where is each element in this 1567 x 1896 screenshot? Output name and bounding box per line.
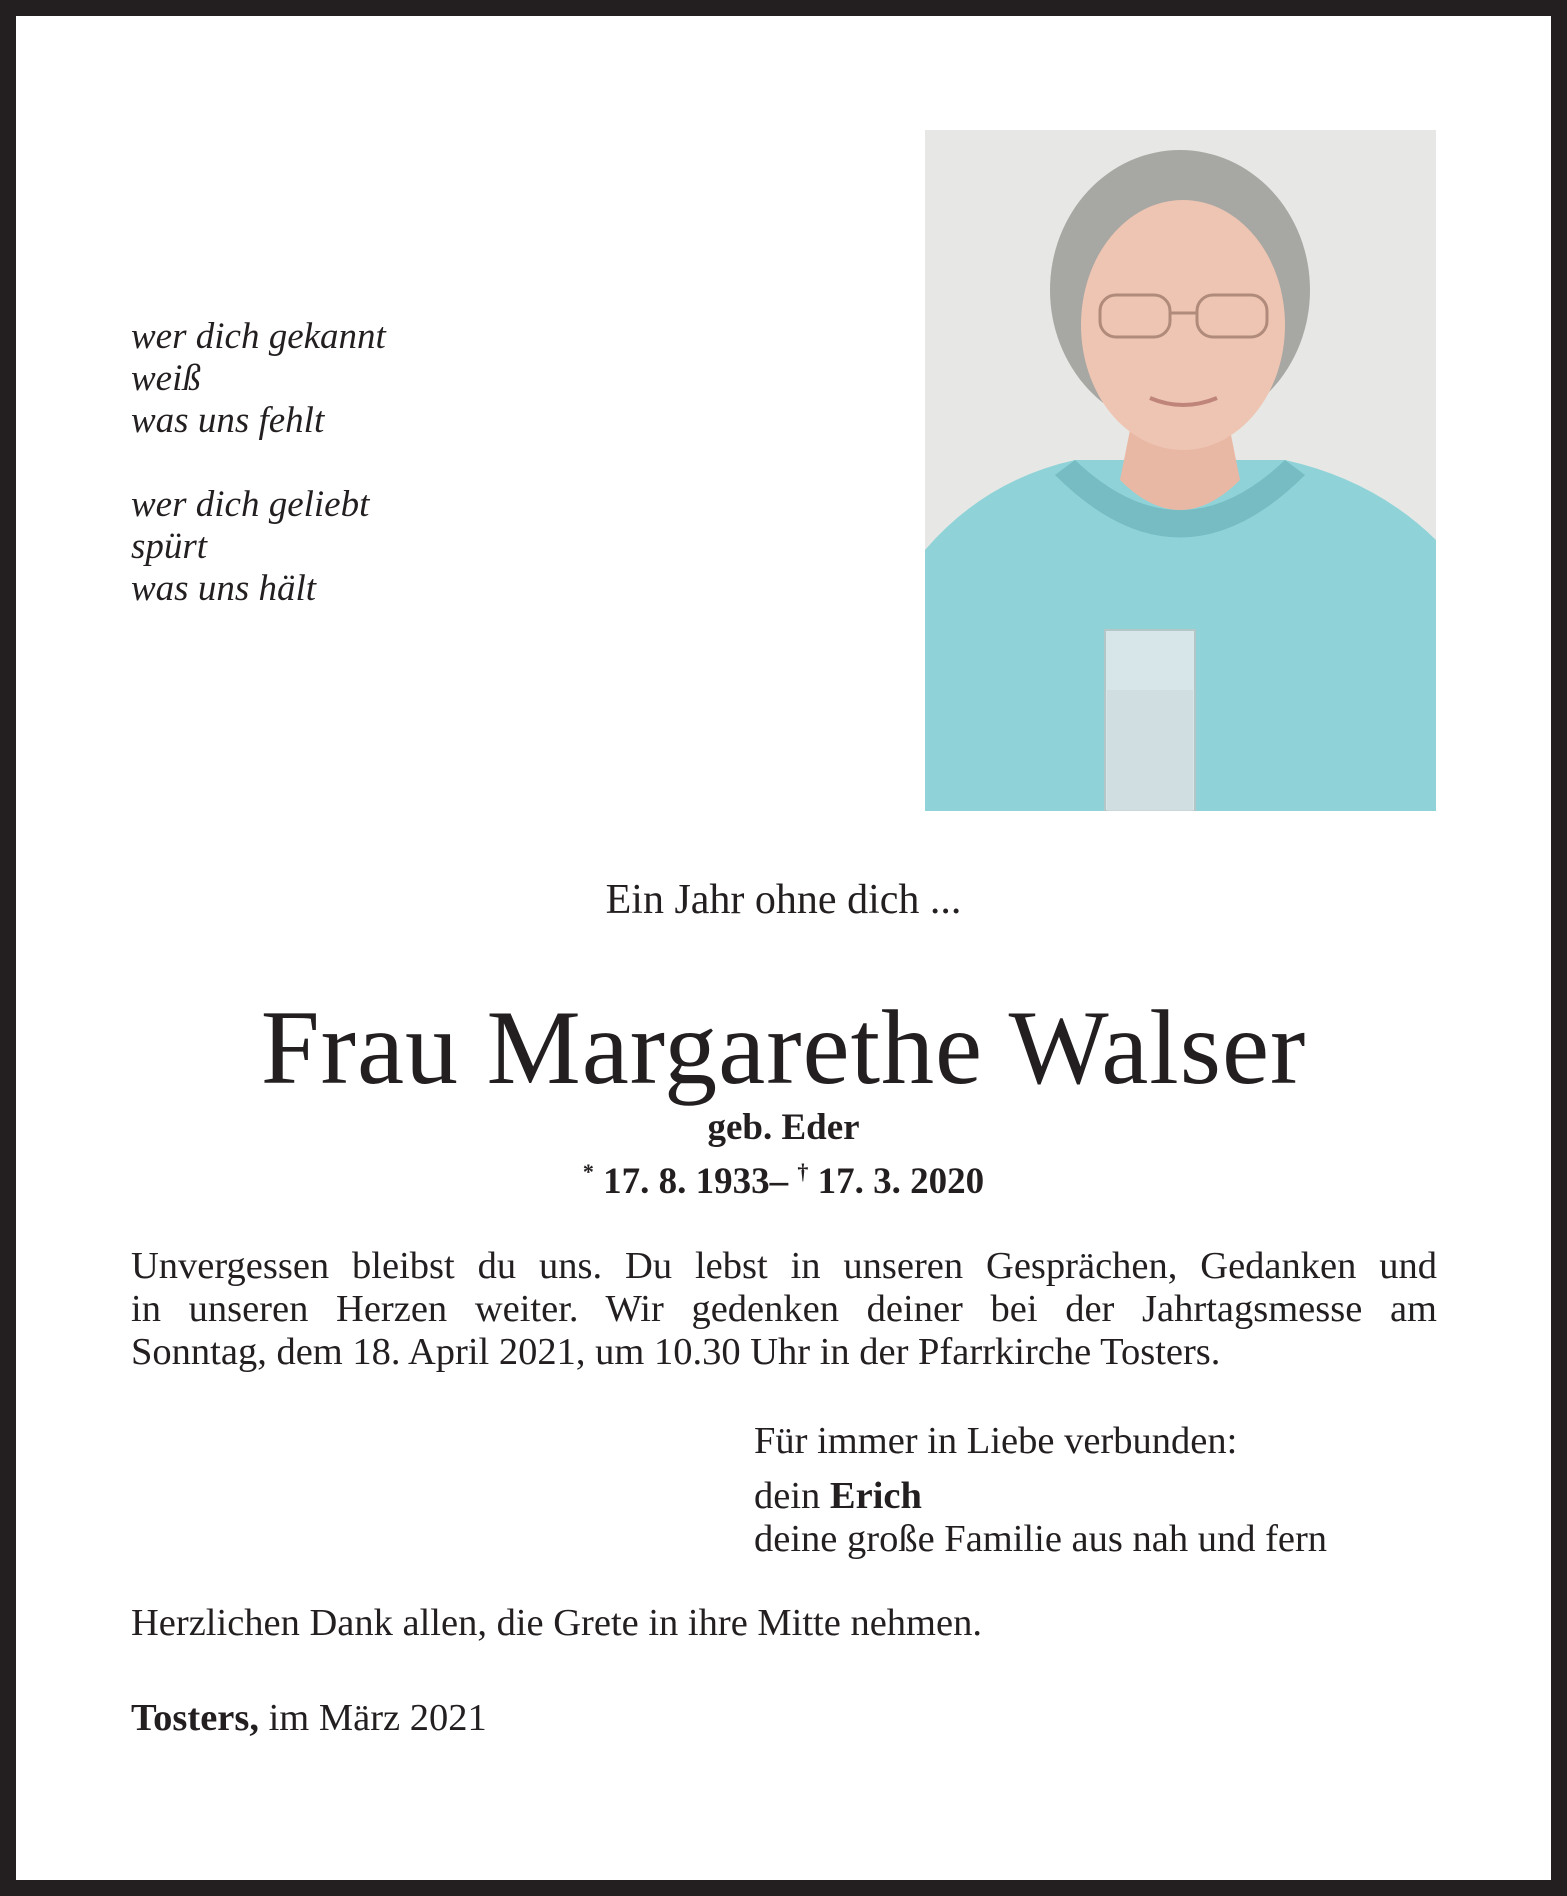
intro-line: Ein Jahr ohne dich ... — [605, 877, 962, 923]
place-date: im März 2021 — [258, 1697, 487, 1739]
memorial-text-line: Unvergessen bleibst du uns. Du lebst in unseren Gesprächen, Gedanken und — [131, 1245, 1437, 1287]
memorial-text-line: Sonntag, dem 18. April 2021, um 10.30 Uhr in der Pfarrkirche Tosters. — [131, 1331, 1221, 1373]
poem-line: wer dich gekannt — [131, 316, 386, 357]
signoff-prefix: dein — [754, 1475, 830, 1517]
thanks-line: Herzlichen Dank allen, die Grete in ihre Mitte nehmen. — [131, 1602, 982, 1644]
death-symbol: † — [797, 1159, 809, 1184]
place-date-line — [131, 1697, 487, 1740]
poem — [131, 316, 386, 652]
memorial-text — [131, 1245, 1437, 1374]
memorial-text-line: in unseren Herzen weiter. Wir gedenken deiner bei der Jahrtagsmesse am — [131, 1288, 1437, 1330]
death-date: 17. 3. 2020 — [817, 1161, 985, 1202]
birth-symbol: * — [582, 1159, 594, 1184]
signoff-line-1 — [754, 1475, 1327, 1518]
portrait-illustration — [925, 130, 1436, 811]
portrait-photo — [925, 130, 1436, 811]
signoff-heading: Für immer in Liebe verbunden: — [754, 1420, 1238, 1462]
poem-line: weiß — [131, 358, 201, 399]
life-dates — [0, 1150, 1567, 1204]
poem-line: was uns hält — [131, 568, 317, 609]
face-shape — [1081, 200, 1285, 450]
poem-line: was uns fehlt — [131, 400, 325, 441]
maiden-name: geb. Eder — [707, 1107, 860, 1148]
signoff-block — [754, 1420, 1327, 1561]
signoff-line-2: deine große Familie aus nah und fern — [754, 1518, 1328, 1560]
poem-line: spürt — [131, 526, 208, 567]
poem-line: wer dich geliebt — [131, 484, 370, 525]
place-town: Tosters, — [131, 1697, 259, 1739]
signoff-name: Erich — [829, 1475, 922, 1517]
poem-stanza-2 — [131, 484, 386, 610]
deceased-name: Frau Margarethe Walser — [260, 989, 1307, 1106]
birth-date: 17. 8. 1933 — [603, 1161, 770, 1202]
date-separator: – — [769, 1161, 789, 1202]
poem-stanza-1 — [131, 316, 386, 442]
